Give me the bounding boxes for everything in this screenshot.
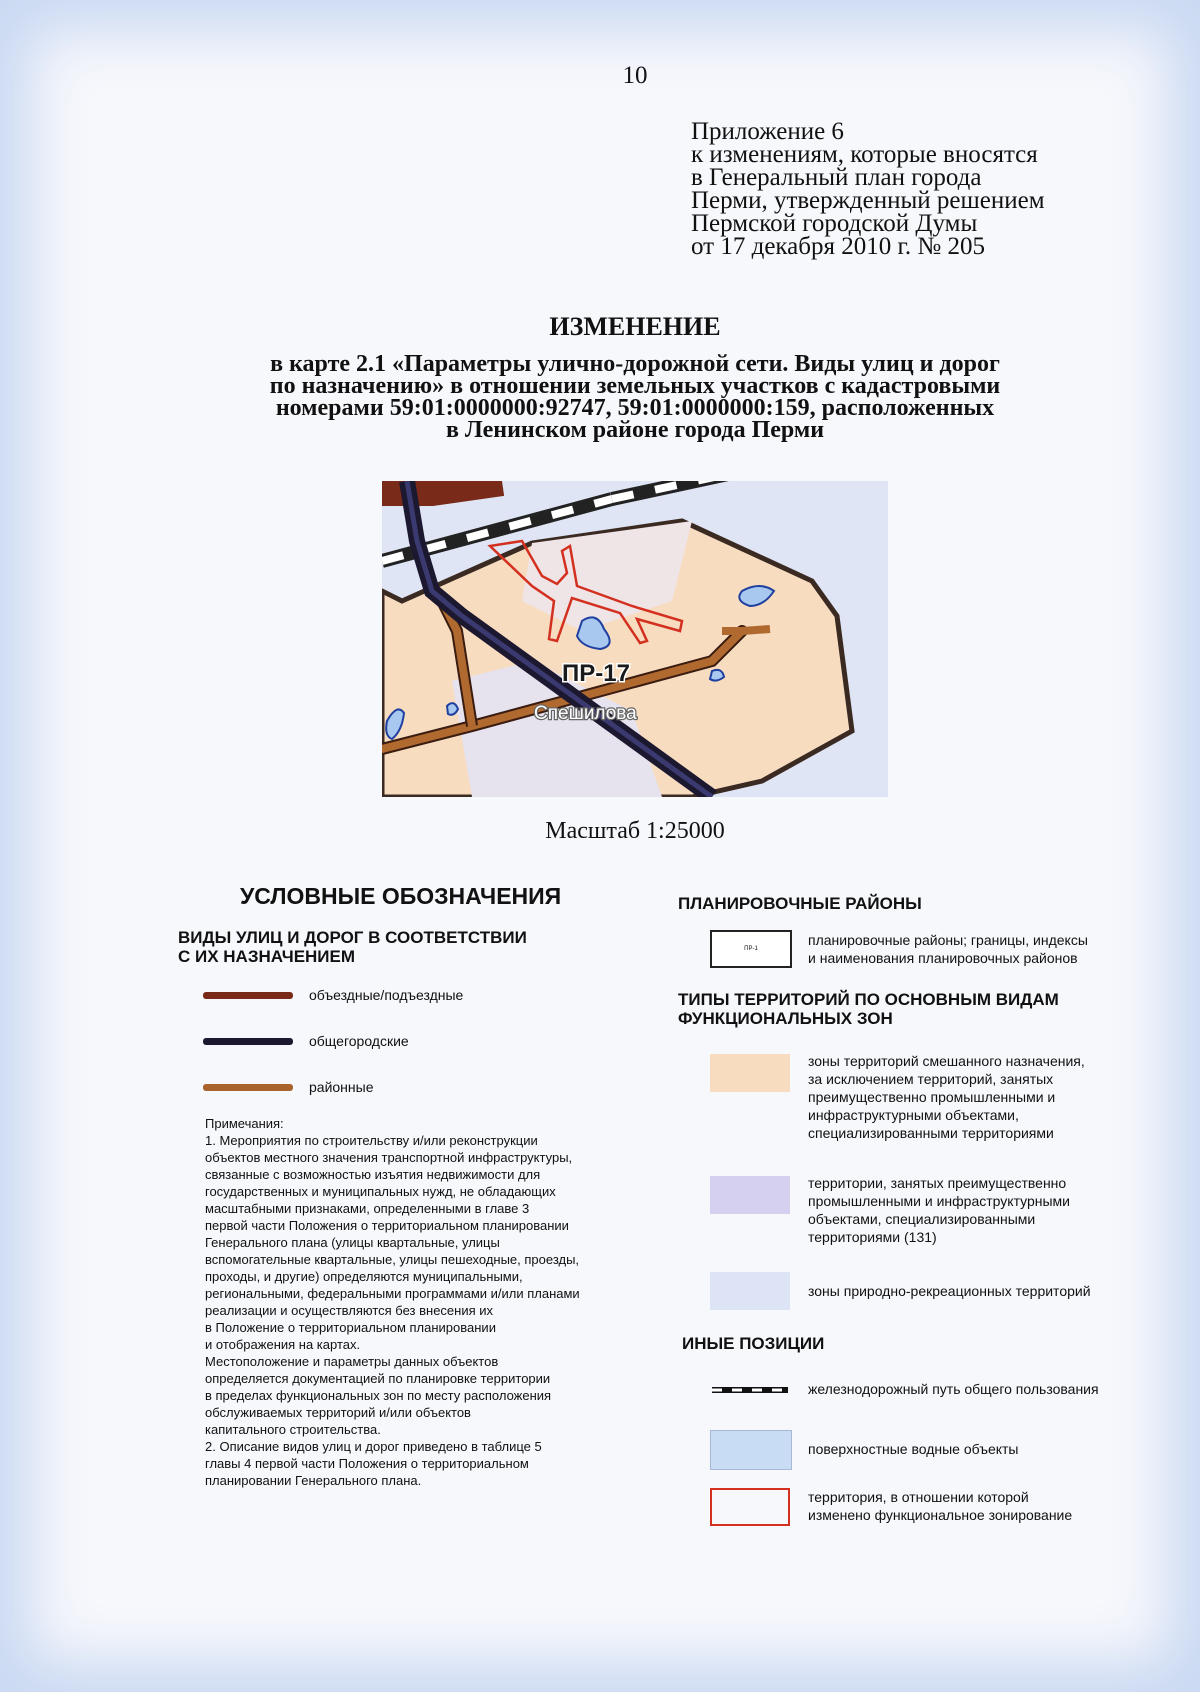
note-line: определяется документацией по планировке территории bbox=[205, 1371, 551, 1386]
note-line: региональными, федеральными программами и/или планами bbox=[205, 1286, 580, 1301]
note-line: обслуживаемых территорий и/или объектов bbox=[205, 1405, 471, 1420]
other-item-text bbox=[808, 1488, 1072, 1524]
note-line: капитального строительства. bbox=[205, 1422, 381, 1437]
legend-road-row bbox=[203, 1032, 409, 1050]
appendix-line: от 17 декабря 2010 г. № 205 bbox=[691, 233, 986, 260]
note-line: масштабными признаками, определенными в главе 3 bbox=[205, 1201, 530, 1216]
bypass-road-swatch bbox=[203, 992, 293, 999]
note-line: первой части Положения о территориальном планировании bbox=[205, 1218, 569, 1233]
document-title: ИЗМЕНЕНИЕ bbox=[549, 312, 721, 341]
zone-item-text bbox=[808, 1282, 1091, 1300]
heading-line: ТИПЫ ТЕРРИТОРИЙ ПО ОСНОВНЫМ ВИДАМ bbox=[678, 990, 1059, 1009]
legend-road-row bbox=[203, 986, 463, 1004]
map-district-code: ПР-17 bbox=[562, 660, 630, 687]
other-item-text: железнодорожный путь общего пользования bbox=[808, 1381, 1099, 1397]
subtitle-line: по назначению» в отношении земельных участков с кадастровыми bbox=[269, 373, 1001, 399]
roads-heading bbox=[178, 928, 527, 966]
heading-line: ФУНКЦИОНАЛЬНЫХ ЗОН bbox=[678, 1009, 893, 1028]
map-fragment bbox=[382, 481, 888, 797]
heading-line: ВИДЫ УЛИЦ И ДОРОГ В СООТВЕТСТВИИ bbox=[178, 928, 527, 947]
planning-heading: ПЛАНИРОВОЧНЫЕ РАЙОНЫ bbox=[678, 894, 922, 913]
water-swatch bbox=[710, 1430, 792, 1470]
note-line: 1. Мероприятия по строительству и/или реконструкции bbox=[205, 1133, 538, 1148]
road-label: районные bbox=[309, 1079, 374, 1095]
map-district-name: Спешилова bbox=[534, 703, 637, 724]
item-line: и наименования планировочных районов bbox=[808, 950, 1078, 966]
item-line: промышленными и инфраструктурными bbox=[808, 1193, 1071, 1209]
changed-zoning-swatch bbox=[710, 1488, 790, 1526]
note-line: 2. Описание видов улиц и дорог приведено в таблице 5 bbox=[205, 1439, 542, 1454]
note-line: Генерального плана (улицы квартальные, улицы bbox=[205, 1235, 500, 1250]
item-line: специализированными территориями bbox=[808, 1125, 1054, 1141]
railway-swatch bbox=[710, 1380, 790, 1400]
district-road bbox=[722, 629, 770, 631]
mixed-use-swatch bbox=[710, 1054, 790, 1092]
item-line: территориями (131) bbox=[808, 1229, 937, 1245]
other-item-text: поверхностные водные объекты bbox=[808, 1441, 1019, 1457]
page-number: 10 bbox=[622, 62, 648, 89]
legend-title: УСЛОВНЫЕ ОБОЗНАЧЕНИЯ bbox=[240, 883, 562, 909]
item-line: изменено функциональное зонирование bbox=[808, 1507, 1073, 1523]
item-line: территории, занятых преимущественно bbox=[808, 1175, 1067, 1191]
item-line: территория, в отношении которой bbox=[808, 1489, 1029, 1505]
note-line: в Положение о территориальном планировании bbox=[205, 1320, 496, 1335]
appendix-line: Перми, утвержденный решением bbox=[691, 187, 1045, 214]
recreation-zone-swatch bbox=[710, 1272, 790, 1310]
other-heading: ИНЫЕ ПОЗИЦИИ bbox=[682, 1334, 825, 1353]
note-line: главы 4 первой части Положения о территориальном bbox=[205, 1456, 529, 1471]
district-road-swatch bbox=[203, 1084, 293, 1091]
appendix-line: к изменениям, которые вносятся bbox=[691, 141, 1038, 168]
note-line: Местоположение и параметры данных объектов bbox=[205, 1354, 499, 1369]
document-subtitle bbox=[160, 353, 1110, 441]
item-line: инфраструктурными объектами, bbox=[808, 1107, 1019, 1123]
note-line: планировании Генерального плана. bbox=[205, 1473, 422, 1488]
road-label: объездные/подъездные bbox=[309, 987, 464, 1003]
note-line: проходы, и другие) определяются муниципальными, bbox=[205, 1269, 523, 1284]
industrial-zone-swatch bbox=[710, 1176, 790, 1214]
item-line: за исключением территорий, занятых bbox=[808, 1071, 1054, 1087]
appendix-line: Приложение 6 bbox=[691, 118, 844, 145]
item-line: преимущественно промышленными и bbox=[808, 1089, 1056, 1105]
note-line: вспомогательные квартальные, улицы пешеходные, проезды, bbox=[205, 1252, 580, 1267]
road-label: общегородские bbox=[309, 1033, 409, 1049]
water-body bbox=[447, 703, 458, 715]
subtitle-line: номерами 59:01:0000000:92747, 59:01:0000000:159, расположенных bbox=[275, 395, 995, 421]
item-line: зоны природно-рекреационных территорий bbox=[808, 1283, 1091, 1299]
subtitle-line: в карте 2.1 «Параметры улично-дорожной сети. Виды улиц и дорог bbox=[270, 351, 1000, 377]
note-line: и отображения на картах. bbox=[205, 1337, 361, 1352]
planning-district-swatch bbox=[710, 930, 792, 968]
note-line: объектов местного значения транспортной инфраструктуры, bbox=[205, 1150, 573, 1165]
note-line: связанные с возможностью изъятия недвижимости для bbox=[205, 1167, 541, 1182]
zones-heading bbox=[678, 990, 1059, 1028]
water-body bbox=[710, 670, 724, 681]
appendix-block bbox=[691, 120, 1111, 258]
note-line: государственных и муниципальных нужд, не обладающих bbox=[205, 1184, 556, 1199]
note-line: Примечания: bbox=[205, 1116, 284, 1131]
item-line: объектами, специализированными bbox=[808, 1211, 1036, 1227]
zone-item-text bbox=[808, 1052, 1085, 1142]
city-road-swatch bbox=[203, 1038, 293, 1045]
subtitle-line: в Ленинском районе города Перми bbox=[445, 417, 825, 443]
item-line: планировочные районы; границы, индексы bbox=[808, 932, 1088, 948]
map-scale: Масштаб 1:25000 bbox=[545, 818, 725, 844]
item-line: зоны территорий смешанного назначения, bbox=[808, 1053, 1085, 1069]
legend-road-row bbox=[203, 1078, 374, 1096]
planning-item-text bbox=[808, 931, 1088, 967]
appendix-line: в Генеральный план города bbox=[691, 164, 982, 191]
appendix-line: Пермской городской Думы bbox=[691, 210, 978, 237]
map-svg bbox=[382, 481, 888, 797]
note-line: реализации и осуществляются без внесения их bbox=[205, 1303, 494, 1318]
notes-block bbox=[205, 1115, 665, 1489]
zone-item-text bbox=[808, 1174, 1070, 1246]
note-line: в пределах функциональных зон по месту расположения bbox=[205, 1388, 552, 1403]
heading-line: С ИХ НАЗНАЧЕНИЕМ bbox=[178, 947, 356, 966]
planning-box-label: ПР-1 bbox=[744, 946, 758, 952]
